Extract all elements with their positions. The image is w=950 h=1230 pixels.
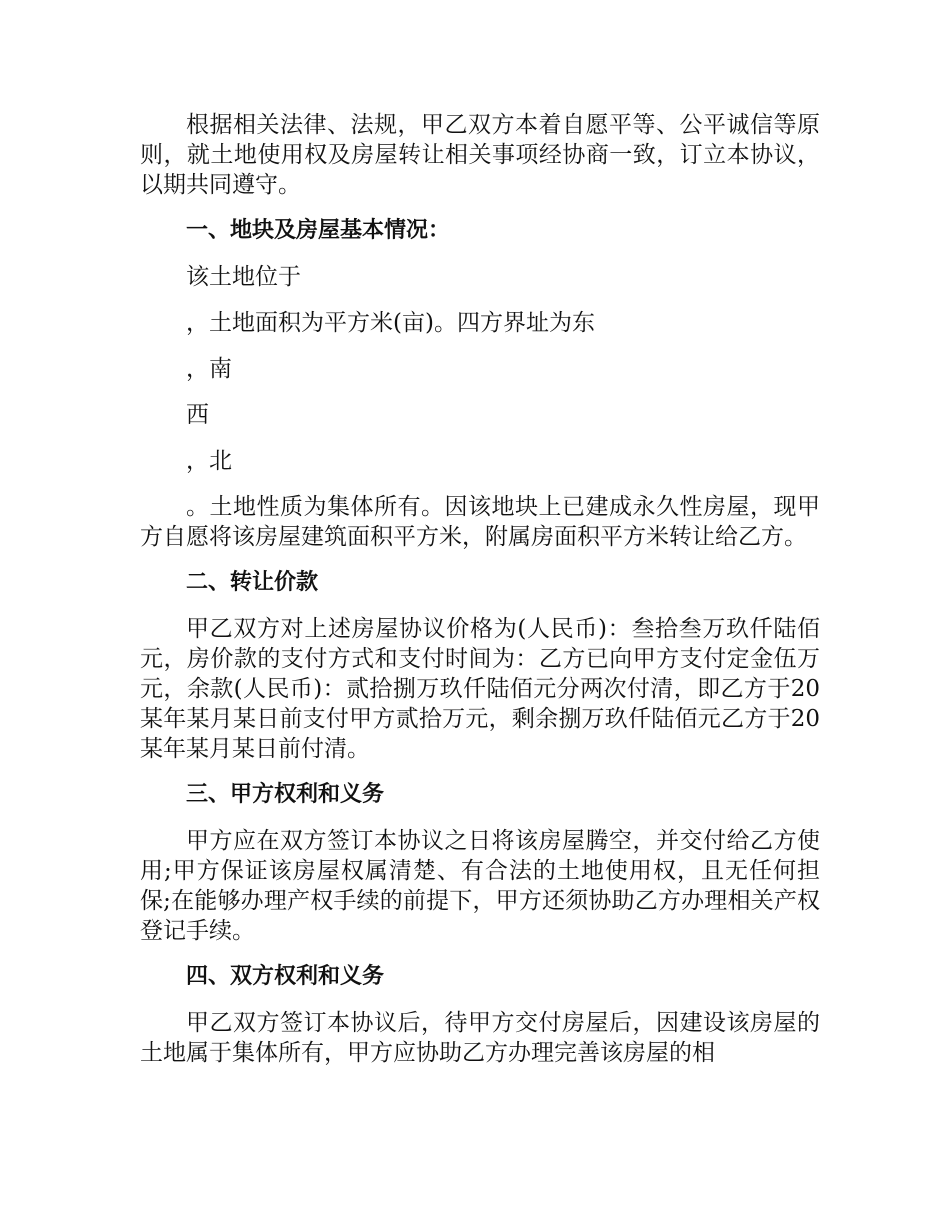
boundary-north-line: ，北	[186, 448, 232, 474]
intro-paragraph: 根据相关法律、法规，甲乙双方本着自愿平等、公平诚信等原则，就土地使用权及房屋转让相关事项经协商一致，订立本协议，以期共同遵守。	[140, 112, 820, 198]
price-paragraph: 甲乙双方对上述房屋协议价格为(人民币)：叁拾叁万玖仟陆佰元，房价款的支付方式和支付时间为：乙方已向甲方支付定金伍万元，余款(人民币)：贰拾捌万玖仟陆佰元分两次付清，即乙方于20某年某月某日前支付甲方贰拾万元，剩余捌万玖仟陆佰元乙方于20某年某月某日前付清。	[140, 616, 820, 762]
land-nature-paragraph: 。土地性质为集体所有。因该地块上已建成永久性房屋，现甲方自愿将该房屋建筑面积平方米，附属房面积平方米转让给乙方。	[140, 494, 820, 550]
boundary-south-line: ，南	[186, 356, 232, 382]
location-line: 该土地位于	[186, 264, 301, 290]
section-heading-4: 四、双方权利和义务	[186, 964, 385, 989]
section-heading-2: 二、转让价款	[186, 570, 319, 595]
party-a-duties-paragraph: 甲方应在双方签订本协议之日将该房屋腾空，并交付给乙方使用;甲方保证该房屋权属清楚、有合法的土地使用权，且无任何担保;在能够办理产权手续的前提下，甲方还须协助乙方办理相关产权登记手续。	[140, 828, 820, 944]
document-page	[140, 110, 820, 1084]
section-heading-1: 一、地块及房屋基本情况：	[186, 218, 451, 243]
area-line: ，土地面积为平方米(亩)。四方界址为东	[186, 310, 595, 336]
boundary-west-line: 西	[186, 402, 209, 428]
section-heading-3: 三、甲方权利和义务	[186, 782, 385, 807]
mutual-duties-paragraph: 甲乙双方签订本协议后，待甲方交付房屋后，因建设该房屋的土地属于集体所有，甲方应协助乙方办理完善该房屋的相	[140, 1010, 820, 1066]
